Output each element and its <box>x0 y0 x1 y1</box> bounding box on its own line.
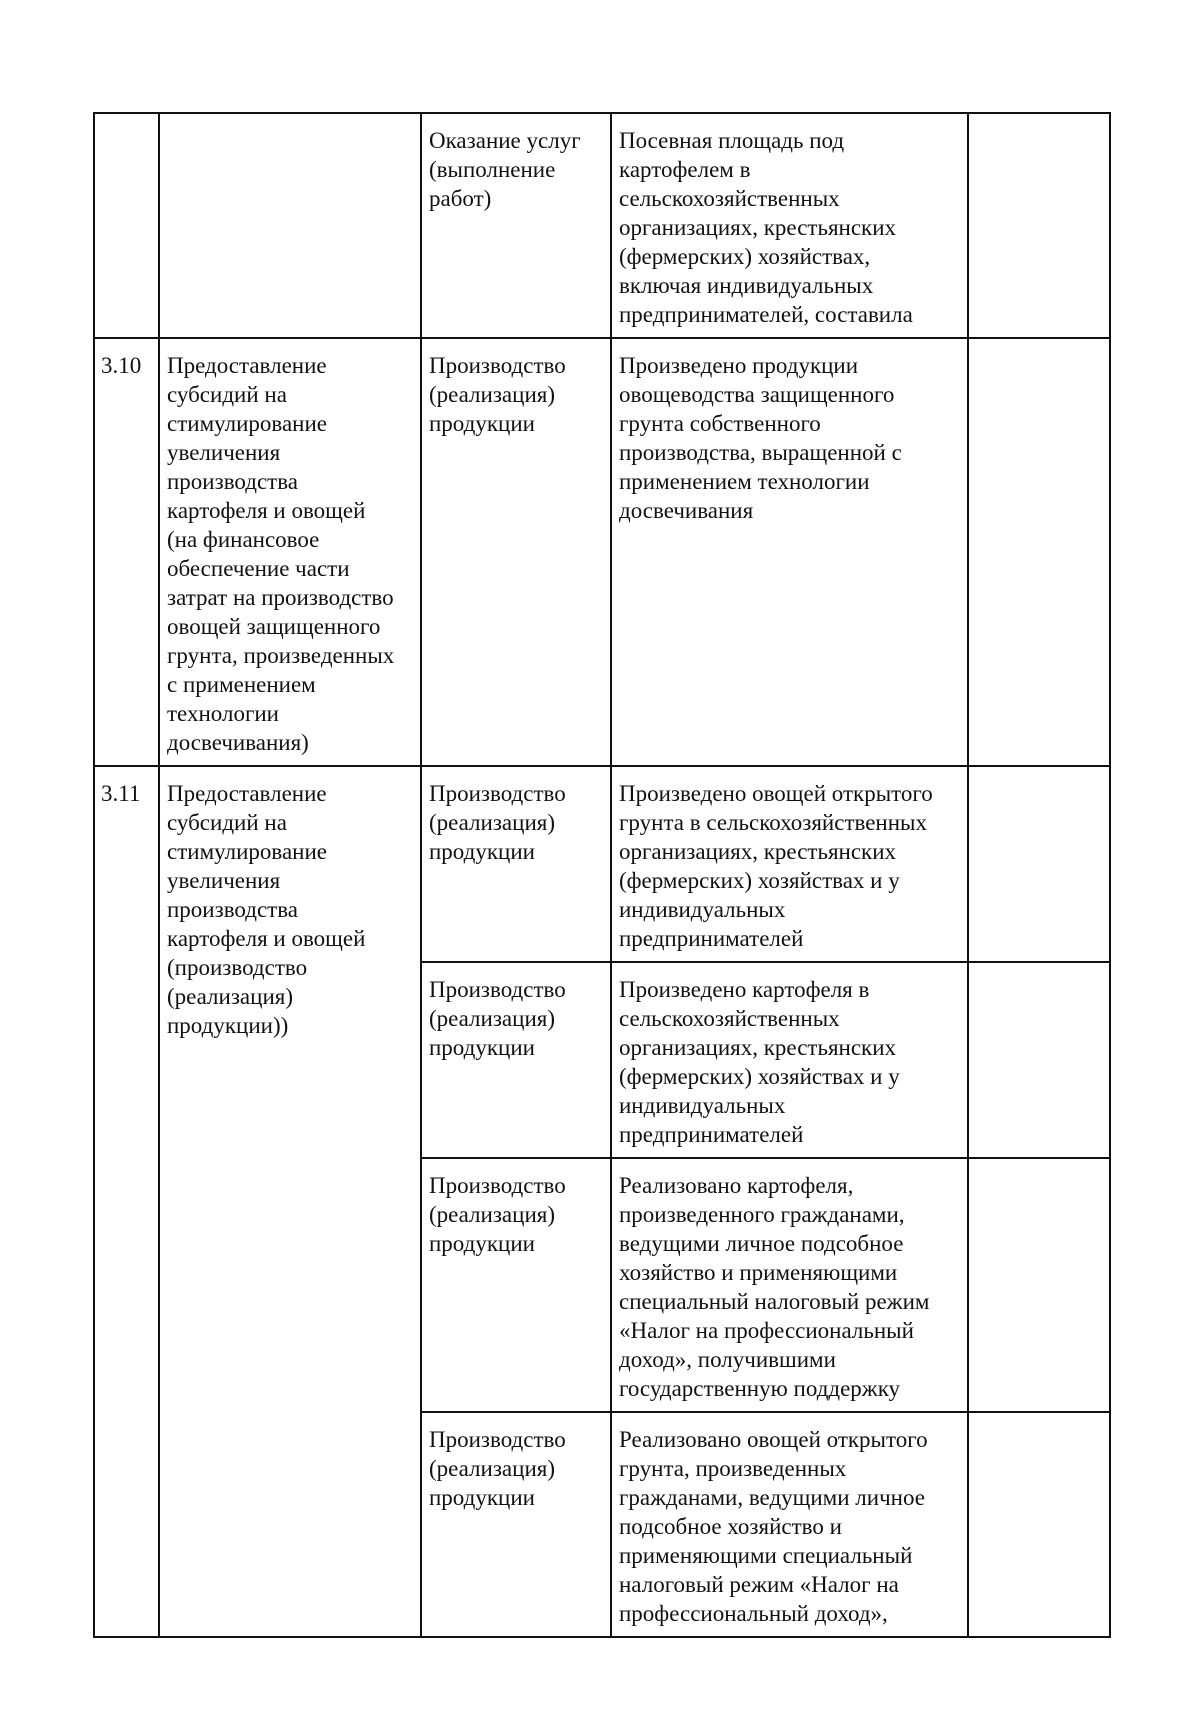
value-cell <box>968 1158 1110 1412</box>
indicator-cell: Реализовано картофеля, произведенного гражданами, ведущими личное подсобное хозяйство и применяющими специальный налоговый режим «Налог на профессиональный доход», получившими государственную поддержку <box>611 1158 968 1412</box>
measure-cell: Предоставление субсидий на стимулирование увеличения производства картофеля и овощей (на финансовое обеспечение части затрат на производство овощей защищенного грунта, произведенных с применением технологии досвечивания) <box>159 338 421 766</box>
indicator-cell: Посевная площадь под картофелем в сельскохозяйственных организациях, крестьянских (фермерских) хозяйствах, включая индивидуальных предпринимателей, составила <box>611 113 968 338</box>
indicator-cell: Реализовано овощей открытого грунта, произведенных гражданами, ведущими личное подсобное хозяйство и применяющими специальный налоговый режим «Налог на профессиональный доход», <box>611 1412 968 1637</box>
row-number-cell: 3.10 <box>94 338 159 766</box>
measure-cell: Предоставление субсидий на стимулирование увеличения производства картофеля и овощей (производство (реализация) продукции)) <box>159 766 421 1637</box>
result-type-cell: Оказание услуг (выполнение работ) <box>421 113 611 338</box>
result-type-cell: Производство (реализация) продукции <box>421 766 611 962</box>
table-row <box>94 113 1110 338</box>
indicator-cell: Произведено картофеля в сельскохозяйственных организациях, крестьянских (фермерских) хозяйствах и у индивидуальных предпринимателей <box>611 962 968 1158</box>
row-number-cell: 3.11 <box>94 766 159 1637</box>
value-cell <box>968 1412 1110 1637</box>
result-type-cell: Производство (реализация) продукции <box>421 962 611 1158</box>
value-cell <box>968 113 1110 338</box>
table-row <box>94 766 1110 962</box>
indicator-cell: Произведено продукции овощеводства защищенного грунта собственного производства, выращенной с применением технологии досвечивания <box>611 338 968 766</box>
indicator-cell: Произведено овощей открытого грунта в сельскохозяйственных организациях, крестьянских (фермерских) хозяйствах и у индивидуальных предпринимателей <box>611 766 968 962</box>
value-cell <box>968 766 1110 962</box>
result-type-cell: Производство (реализация) продукции <box>421 1158 611 1412</box>
table-row <box>94 338 1110 766</box>
measures-table <box>93 112 1111 1638</box>
result-type-cell: Производство (реализация) продукции <box>421 1412 611 1637</box>
result-type-cell: Производство (реализация) продукции <box>421 338 611 766</box>
row-number-cell <box>94 113 159 338</box>
measure-cell <box>159 113 421 338</box>
value-cell <box>968 338 1110 766</box>
value-cell <box>968 962 1110 1158</box>
